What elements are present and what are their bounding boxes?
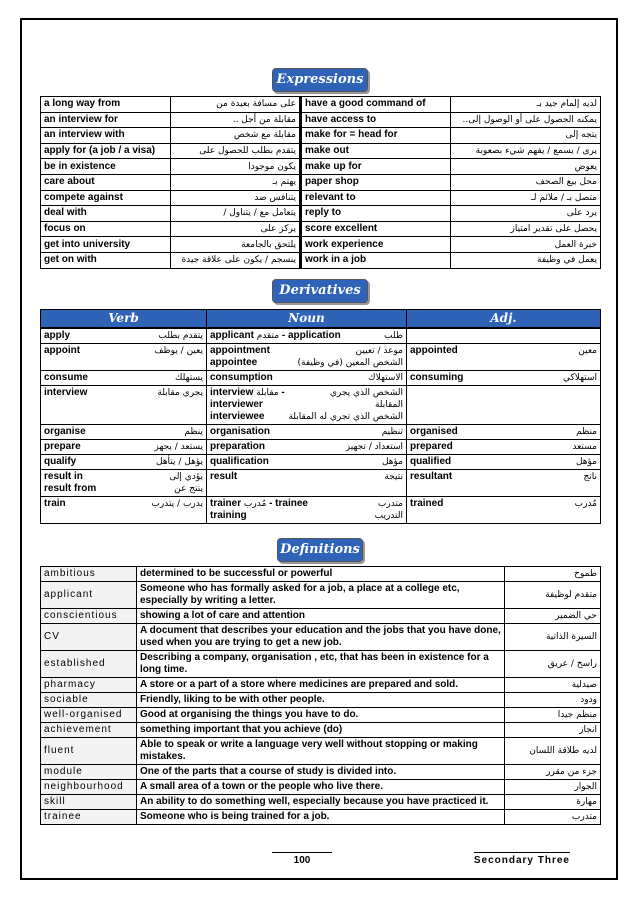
adj-cell xyxy=(407,370,601,385)
noun-line xyxy=(210,441,403,453)
expression-en: reply to xyxy=(301,206,451,222)
derivative-row xyxy=(41,424,601,439)
expression-ar: خبرة العمل xyxy=(451,237,601,253)
noun-en-group xyxy=(210,498,308,510)
definition-text: Describing a company, organisation , etc, that has been in existence for a long time. xyxy=(137,650,505,677)
definition-word: ambitious xyxy=(41,566,137,581)
noun-en: preparation xyxy=(210,440,266,452)
derivative-row xyxy=(41,454,601,469)
expression-en: make up for xyxy=(301,159,451,175)
expressions-heading: Expressions xyxy=(272,68,368,92)
expression-en: get on with xyxy=(41,252,171,268)
verb-line xyxy=(44,345,203,357)
expression-ar: يكون موجودا xyxy=(171,159,301,175)
noun-en: interview xyxy=(210,386,254,398)
expression-en: make out xyxy=(301,143,451,159)
series-label: Secondary Three xyxy=(474,852,570,866)
noun-cell xyxy=(207,370,407,385)
definition-text: showing a lot of care and attention xyxy=(137,608,505,623)
noun-line xyxy=(210,330,403,342)
expression-ar: يمكنه الحصول على أو الوصول إلى.. xyxy=(451,112,601,128)
adj-cell xyxy=(407,343,601,370)
noun-ar-inline: مُدرب xyxy=(243,498,267,509)
definition-ar: متقدم لوظيفة xyxy=(505,581,601,608)
noun-line xyxy=(210,498,403,510)
noun-en: appointment xyxy=(210,344,270,356)
expression-en: have access to xyxy=(301,112,451,128)
verb-ar: يستعد / يجهز xyxy=(154,441,203,452)
derivative-row xyxy=(41,496,601,523)
expression-en: score excellent xyxy=(301,221,451,237)
page-frame xyxy=(20,18,618,880)
expression-ar: يركز على xyxy=(171,221,301,237)
page-footer xyxy=(40,852,600,868)
noun-ar: الشخص المعين (في وظيفة) xyxy=(297,357,403,368)
noun-ar: مؤهل xyxy=(381,456,403,467)
expression-en: a long way from xyxy=(41,97,171,113)
expression-en: work in a job xyxy=(301,252,451,268)
noun-en: applicant xyxy=(210,329,254,341)
definition-word: CV xyxy=(41,623,137,650)
noun-line xyxy=(210,456,403,468)
definition-text: A store or a part of a store where medicines are prepared and sold. xyxy=(137,677,505,692)
adj-ar: ناتج xyxy=(583,471,597,482)
noun-ar: تنظيم xyxy=(381,426,403,437)
definition-ar: ودود xyxy=(505,692,601,707)
noun-ar: متدرب xyxy=(377,498,403,509)
definition-ar: طموح xyxy=(505,566,601,581)
page-number: 100 xyxy=(272,852,332,866)
noun-cell xyxy=(207,343,407,370)
noun-en: qualification xyxy=(210,455,269,467)
expression-ar: يتنافس ضد xyxy=(171,190,301,206)
definition-row xyxy=(41,692,601,707)
expression-row xyxy=(41,174,601,190)
expression-en: be in existence xyxy=(41,159,171,175)
definition-ar: انجاز xyxy=(505,722,601,737)
definition-word: conscientious xyxy=(41,608,137,623)
verb-cell xyxy=(41,424,207,439)
expression-ar: يعوض xyxy=(451,159,601,175)
noun-en-group xyxy=(210,372,273,384)
adj-en: organised xyxy=(410,425,458,437)
definition-ar: لديه طلاقة اللسان xyxy=(505,737,601,764)
definition-text: something important that you achieve (do) xyxy=(137,722,505,737)
noun-ar: موعد / تعيين xyxy=(355,345,403,356)
definition-text: Good at organising the things you have to do. xyxy=(137,707,505,722)
definition-text: A small area of a town or the people who live there. xyxy=(137,779,505,794)
expression-ar: يهتم بـ xyxy=(171,174,301,190)
verb-ar: ينتج عن xyxy=(174,483,203,494)
verb-en: interview xyxy=(44,386,88,398)
expression-row xyxy=(41,97,601,113)
expressions-table xyxy=(40,96,601,269)
adj-cell xyxy=(407,469,601,496)
verb-cell xyxy=(41,328,207,343)
adj-en: resultant xyxy=(410,470,453,482)
noun-en-second: - trainee xyxy=(269,497,308,509)
adj-line xyxy=(410,441,597,453)
expression-en: focus on xyxy=(41,221,171,237)
noun-ar-inline: متقدم xyxy=(256,330,280,341)
expression-row xyxy=(41,159,601,175)
adj-en: trained xyxy=(410,497,444,509)
verb-ar: يجري مقابلة xyxy=(157,387,203,398)
noun-en-group xyxy=(210,441,265,453)
noun-en-group xyxy=(210,471,237,483)
verb-en: result in xyxy=(44,470,83,482)
noun-line xyxy=(210,471,403,483)
expression-row xyxy=(41,128,601,144)
definition-text: An ability to do something well, especially because you have practiced it. xyxy=(137,794,505,809)
definition-text: One of the parts that a course of study is divided into. xyxy=(137,764,505,779)
noun-en: trainer xyxy=(210,497,242,509)
expression-row xyxy=(41,112,601,128)
adj-line xyxy=(410,372,597,384)
expression-en: make for = head for xyxy=(301,128,451,144)
verb-ar: يؤدي إلى xyxy=(169,471,203,482)
verb-line xyxy=(44,498,203,510)
adj-ar: معين xyxy=(578,345,597,356)
noun-en-second: - application xyxy=(281,329,341,341)
adj-line xyxy=(410,345,597,357)
expression-ar: محل بيع الصحف xyxy=(451,174,601,190)
verb-en: consume xyxy=(44,371,88,383)
definition-word: skill xyxy=(41,794,137,809)
definition-text: determined to be successful or powerful xyxy=(137,566,505,581)
expression-en: relevant to xyxy=(301,190,451,206)
definition-ar: صيدلية xyxy=(505,677,601,692)
definition-word: module xyxy=(41,764,137,779)
expression-row xyxy=(41,190,601,206)
definition-row xyxy=(41,677,601,692)
noun-en: result xyxy=(210,470,238,482)
noun-en: training xyxy=(210,509,247,521)
definition-ar: الجوار xyxy=(505,779,601,794)
verb-cell xyxy=(41,439,207,454)
verb-ar: يدرب / يتدرب xyxy=(151,498,203,509)
noun-cell xyxy=(207,328,407,343)
verb-en: result from xyxy=(44,482,97,494)
noun-cell xyxy=(207,385,407,424)
definition-word: well-organised xyxy=(41,707,137,722)
derivatives-table xyxy=(40,328,601,524)
noun-en-group xyxy=(210,456,269,468)
verb-line xyxy=(44,372,203,384)
noun-en-second: - interviewer xyxy=(210,386,285,410)
expression-en: deal with xyxy=(41,206,171,222)
expression-ar: متصل بـ / ملائم لـ xyxy=(451,190,601,206)
adj-ar: مستعد xyxy=(572,441,597,452)
verb-ar: ينظم xyxy=(184,426,203,437)
expression-row xyxy=(41,252,601,268)
expression-en: get into university xyxy=(41,237,171,253)
noun-line xyxy=(210,510,403,522)
expression-en: care about xyxy=(41,174,171,190)
verb-en: apply xyxy=(44,329,71,341)
definition-text: Friendly, liking to be with other people. xyxy=(137,692,505,707)
verb-cell xyxy=(41,343,207,370)
definition-ar: منظم جيدا xyxy=(505,707,601,722)
verb-cell xyxy=(41,496,207,523)
adj-ar: استهلاكي xyxy=(562,372,597,383)
verb-line xyxy=(44,441,203,453)
definition-row xyxy=(41,779,601,794)
derivative-row xyxy=(41,469,601,496)
definition-row xyxy=(41,809,601,824)
noun-line xyxy=(210,357,403,369)
noun-cell xyxy=(207,454,407,469)
expression-en: paper shop xyxy=(301,174,451,190)
verb-en: train xyxy=(44,497,66,509)
definition-ar: راسخ / عريق xyxy=(505,650,601,677)
content xyxy=(40,28,600,825)
noun-ar: التدريب xyxy=(374,510,403,521)
expression-ar: يلتحق بالجامعة xyxy=(171,237,301,253)
adj-line xyxy=(410,498,597,510)
adj-cell xyxy=(407,424,601,439)
definition-ar: مهارة xyxy=(505,794,601,809)
noun-en-group xyxy=(210,357,257,369)
adj-line xyxy=(410,426,597,438)
expression-en: have a good command of xyxy=(301,97,451,113)
adj-en: qualified xyxy=(410,455,452,467)
noun-en: consumption xyxy=(210,371,273,383)
adj-cell xyxy=(407,328,601,343)
expression-ar: مقابلة مع شخص xyxy=(171,128,301,144)
definition-word: pharmacy xyxy=(41,677,137,692)
definition-word: sociable xyxy=(41,692,137,707)
expression-ar: يتعامل مع / يتناول / xyxy=(171,206,301,222)
derivative-row xyxy=(41,328,601,343)
derivative-row xyxy=(41,370,601,385)
verb-line xyxy=(44,426,203,438)
noun-en: appointee xyxy=(210,356,258,368)
expression-ar: ينسجم / يكون على علاقة جيدة xyxy=(171,252,301,268)
noun-en: organisation xyxy=(210,425,271,437)
expression-row xyxy=(41,221,601,237)
adj-column-header: Adj. xyxy=(407,309,601,327)
noun-line xyxy=(210,411,403,423)
adj-ar: منظم xyxy=(576,426,597,437)
adj-cell xyxy=(407,439,601,454)
adj-line xyxy=(410,471,597,483)
definition-ar: جزء من مقرر xyxy=(505,764,601,779)
noun-line xyxy=(210,387,403,411)
noun-line xyxy=(210,426,403,438)
noun-en-group xyxy=(210,330,341,342)
noun-column-header: Noun xyxy=(207,309,407,327)
verb-line xyxy=(44,330,203,342)
expression-en: work experience xyxy=(301,237,451,253)
noun-ar: الاستهلاك xyxy=(368,372,403,383)
expression-en: apply for (a job / a visa) xyxy=(41,143,171,159)
expression-row xyxy=(41,206,601,222)
definition-ar: حي الضمير xyxy=(505,608,601,623)
expression-ar: يعمل في وظيفة xyxy=(451,252,601,268)
expression-ar: يحصل على تقدير امتياز xyxy=(451,221,601,237)
noun-ar-inline: مقابلة xyxy=(256,387,279,398)
definition-row xyxy=(41,737,601,764)
definition-row xyxy=(41,794,601,809)
noun-en-group xyxy=(210,411,264,423)
expression-row xyxy=(41,143,601,159)
adj-line xyxy=(410,456,597,468)
definitions-heading: Definitions xyxy=(277,538,363,562)
definition-text: Able to speak or write a language very well without stopping or making mistakes. xyxy=(137,737,505,764)
definition-row xyxy=(41,608,601,623)
expression-ar: يتقدم بطلب للحصول على xyxy=(171,143,301,159)
adj-en: appointed xyxy=(410,344,458,356)
expression-ar: على مسافة بعيدة من xyxy=(171,97,301,113)
definition-row xyxy=(41,722,601,737)
verb-line xyxy=(44,471,203,483)
verb-cell xyxy=(41,454,207,469)
noun-en-group xyxy=(210,426,270,438)
verb-en: organise xyxy=(44,425,86,437)
adj-ar: مؤهل xyxy=(575,456,597,467)
adj-cell xyxy=(407,454,601,469)
definition-word: neighbourhood xyxy=(41,779,137,794)
definition-ar: متدرب xyxy=(505,809,601,824)
expression-ar: لديه إلمام جيد بـ xyxy=(451,97,601,113)
noun-en-group xyxy=(210,387,317,411)
definition-word: trainee xyxy=(41,809,137,824)
definition-row xyxy=(41,764,601,779)
noun-ar: استعداد / تجهيز xyxy=(345,441,403,452)
verb-ar: يؤهل / يتأهل xyxy=(156,456,203,467)
adj-en: consuming xyxy=(410,371,464,383)
definition-row xyxy=(41,566,601,581)
derivative-row xyxy=(41,343,601,370)
definition-text: A document that describes your education and the jobs that you have done, used when you are trying to get a new job. xyxy=(137,623,505,650)
definition-text: Someone who is being trained for a job. xyxy=(137,809,505,824)
verb-cell xyxy=(41,385,207,424)
definitions-table xyxy=(40,566,601,825)
definition-text: Someone who has formally asked for a job, a place at a college etc, especially by writing a letter. xyxy=(137,581,505,608)
definition-word: fluent xyxy=(41,737,137,764)
definition-row xyxy=(41,707,601,722)
expression-en: an interview with xyxy=(41,128,171,144)
expression-ar: مقابلة من أجل .. xyxy=(171,112,301,128)
expression-ar: يرى / يسمع / يفهم شيء بصعوبة xyxy=(451,143,601,159)
noun-cell xyxy=(207,424,407,439)
verb-line xyxy=(44,387,203,399)
verb-cell xyxy=(41,370,207,385)
definition-word: applicant xyxy=(41,581,137,608)
noun-ar: الشخص الذي تجري له المقابلة xyxy=(288,411,403,422)
verb-en: qualify xyxy=(44,455,77,467)
verb-cell xyxy=(41,469,207,496)
derivatives-heading: Derivatives xyxy=(272,279,368,303)
definition-row xyxy=(41,623,601,650)
adj-en: prepared xyxy=(410,440,453,452)
verb-en: appoint xyxy=(44,344,81,356)
noun-ar: طلب xyxy=(384,330,403,341)
definition-row xyxy=(41,581,601,608)
derivative-row xyxy=(41,439,601,454)
noun-ar: نتيجة xyxy=(384,471,403,482)
noun-cell xyxy=(207,469,407,496)
verb-line xyxy=(44,456,203,468)
noun-line xyxy=(210,345,403,357)
expression-en: an interview for xyxy=(41,112,171,128)
noun-en-group xyxy=(210,510,247,522)
adj-cell xyxy=(407,385,601,424)
verb-ar: يعين / يوظف xyxy=(154,345,203,356)
noun-ar: الشخص الذي يجري المقابلة xyxy=(329,387,403,410)
noun-en: interviewee xyxy=(210,410,265,422)
expression-row xyxy=(41,237,601,253)
verb-line xyxy=(44,483,203,495)
definition-ar: السيرة الذاتية xyxy=(505,623,601,650)
verb-column-header: Verb xyxy=(41,309,207,327)
verb-ar: يتقدم بطلب xyxy=(158,330,203,341)
noun-line xyxy=(210,372,403,384)
noun-cell xyxy=(207,439,407,454)
noun-en-group xyxy=(210,345,270,357)
derivative-row xyxy=(41,385,601,424)
expression-en: compete against xyxy=(41,190,171,206)
adj-ar: مُدرب xyxy=(574,498,597,509)
noun-cell xyxy=(207,496,407,523)
definition-row xyxy=(41,650,601,677)
derivatives-header xyxy=(40,309,601,328)
verb-ar: يستهلك xyxy=(175,372,203,383)
definition-word: achievement xyxy=(41,722,137,737)
definition-word: established xyxy=(41,650,137,677)
verb-en: prepare xyxy=(44,440,81,452)
adj-cell xyxy=(407,496,601,523)
expression-ar: يرد على xyxy=(451,206,601,222)
expression-ar: يتجه إلى xyxy=(451,128,601,144)
